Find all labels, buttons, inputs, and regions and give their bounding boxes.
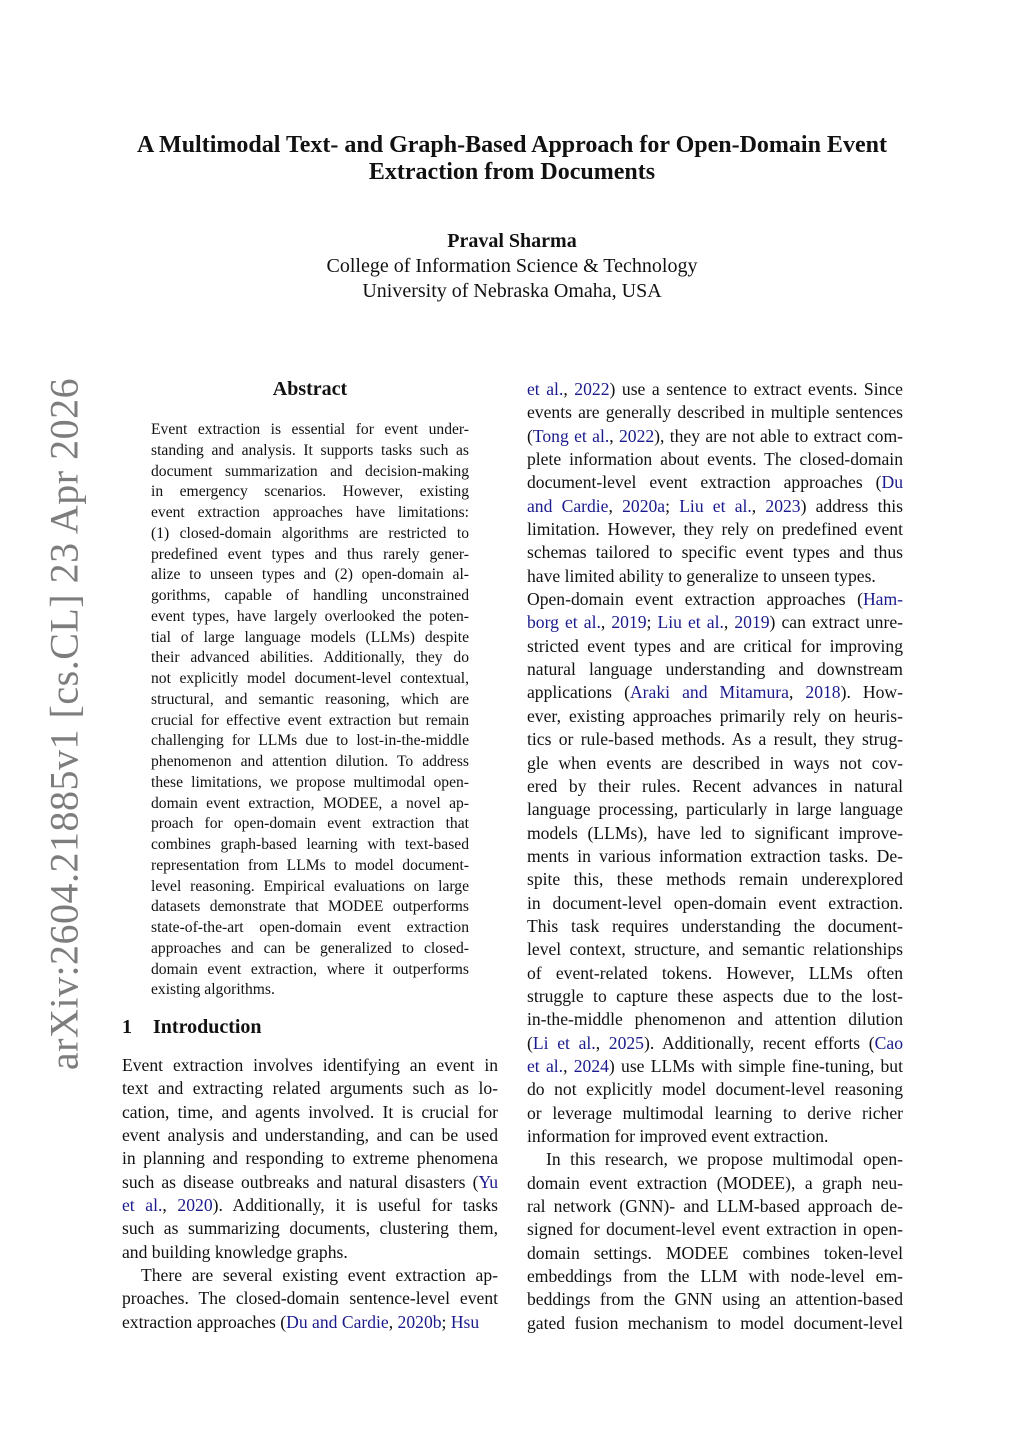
citation-link[interactable]: Ham-: [862, 589, 903, 610]
body-line: [122, 1287, 498, 1310]
body-line: [527, 705, 903, 728]
body-text: stricted event types and are critical for improving: [527, 635, 903, 656]
abstract-line: phenomenon and attention dilution. To address: [151, 753, 469, 770]
body-line: [527, 868, 903, 891]
body-text: ) use LLMs with simple fine-tuning, but: [608, 1055, 903, 1076]
body-text: ,: [608, 495, 623, 516]
author-block: [100, 229, 924, 304]
abstract-line: document summarization and decision-making: [151, 462, 469, 480]
body-line: [527, 1312, 903, 1335]
abstract-line: tial of large language models (LLMs) despite: [151, 628, 469, 646]
body-text: have limited ability to generalize to unseen types.: [527, 565, 876, 586]
abstract-line: not explicitly model document-level contextual,: [151, 670, 469, 687]
citation-link[interactable]: and Cardie: [527, 495, 609, 516]
abstract-line: domain event extraction, where it outperforms: [151, 960, 469, 978]
body-line: [527, 752, 903, 775]
body-line: [527, 635, 903, 658]
body-line: [527, 915, 903, 938]
citation-link[interactable]: Li et al.: [532, 1032, 596, 1053]
body-text: ) can extract unre-: [769, 612, 903, 633]
abstract-line: standing and analysis. It supports tasks such as: [151, 441, 469, 459]
abstract-line: approaches and can be generalized to closed-: [151, 939, 469, 957]
abstract-line: structural, and semantic reasoning, which are: [151, 690, 469, 708]
body-text: or leverage multimodal learning to derive richer: [527, 1102, 903, 1123]
body-text: in-the-middle phenomenon and attention dilution: [527, 1009, 903, 1030]
body-text: embeddings from the LLM with node-level em-: [527, 1266, 903, 1287]
citation-link[interactable]: 2020a: [622, 495, 666, 516]
body-line: [527, 728, 903, 751]
abstract-line: Event extraction is essential for event under-: [151, 421, 469, 438]
author-affiliation: University of Nebraska Omaha, USA: [362, 280, 662, 302]
citation-link[interactable]: Liu et al.: [657, 612, 724, 633]
section-heading-introduction: [122, 1016, 498, 1039]
abstract-line: these limitations, we propose multimodal open-: [151, 773, 469, 791]
abstract-line: event types, have largely overlooked the poten-: [151, 607, 469, 625]
section-number: 1: [122, 1016, 132, 1038]
abstract-line: gorithms, capable of handling unconstrained: [151, 587, 469, 604]
body-line: [527, 448, 903, 471]
abstract-line: (1) closed-domain algorithms are restricted to: [151, 524, 469, 542]
section-title: Introduction: [153, 1016, 262, 1038]
body-text: ments in various information extraction tasks. De-: [527, 845, 903, 866]
body-line: [527, 495, 903, 518]
abstract-line: alize to unseen types and (2) open-domain al-: [151, 566, 469, 584]
body-text: information for improved event extraction.: [527, 1126, 829, 1146]
body-text: text and extracting related arguments such as lo-: [122, 1078, 498, 1099]
abstract-line: in emergency scenarios. However, existing: [151, 483, 469, 501]
body-text: spite this, these methods remain underexplored: [527, 869, 903, 890]
citation-link[interactable]: Hsu: [450, 1311, 480, 1332]
body-text: Event extraction involves identifying an event in: [122, 1055, 498, 1075]
citation-link[interactable]: borg et al.: [527, 612, 601, 633]
body-line: [527, 938, 903, 961]
body-text: of event-related tokens. However, LLMs often: [527, 962, 903, 983]
body-text: level context, structure, and semantic relationships: [527, 939, 903, 960]
body-text: ;: [646, 612, 658, 633]
body-text: In this research, we propose multimodal open-: [546, 1149, 903, 1170]
body-text: do not explicitly model document-level reasoning: [527, 1079, 903, 1100]
body-text: ,: [595, 1032, 609, 1053]
body-line: [527, 1195, 903, 1218]
abstract-line: challenging for LLMs due to lost-in-the-middle: [151, 732, 469, 750]
body-line: [122, 1124, 498, 1147]
body-text: ;: [441, 1311, 451, 1332]
body-line: [527, 1218, 903, 1241]
abstract-line: domain event extraction, MODEE, a novel ap-: [151, 794, 469, 812]
paper-title: [100, 132, 924, 186]
body-text: ). How-: [840, 682, 903, 703]
body-text: domain settings. MODEE combines token-level: [527, 1242, 903, 1263]
abstract-line: combines graph-based learning with text-based: [151, 836, 469, 853]
body-text: applications (: [527, 682, 630, 703]
body-text: events are generally described in multiple sentences: [527, 402, 903, 423]
body-text: gated fusion mechanism to model document-level: [527, 1312, 903, 1333]
author-name: Praval Sharma: [447, 230, 577, 252]
body-text: ,: [600, 612, 612, 633]
body-line: [527, 1288, 903, 1311]
body-line: [122, 1054, 498, 1077]
introduction-right-column: [527, 378, 903, 1335]
citation-link[interactable]: Liu et al.: [679, 495, 752, 516]
body-line: [122, 1194, 498, 1217]
body-line: [122, 1311, 498, 1334]
citation-link[interactable]: 2019: [734, 612, 770, 633]
body-line: [527, 658, 903, 681]
body-text: beddings from the GNN using an attention-based: [527, 1289, 903, 1310]
body-text: ,: [563, 379, 575, 399]
body-text: ,: [723, 612, 735, 633]
body-text: such as summarizing documents, clustering them,: [122, 1218, 498, 1239]
body-line: [122, 1077, 498, 1100]
citation-link[interactable]: Du and Cardie: [286, 1311, 389, 1332]
body-line: [122, 1101, 498, 1124]
body-text: and building knowledge graphs.: [122, 1241, 348, 1262]
body-line: [527, 1172, 903, 1195]
body-text: models (LLMs), have led to significant improve-: [527, 822, 903, 843]
body-text: cation, time, and agents involved. It is crucial for: [122, 1101, 498, 1122]
introduction-left-column: [122, 1054, 498, 1334]
body-text: natural language understanding and downstream: [527, 659, 903, 680]
body-text: ,: [751, 495, 766, 516]
citation-link[interactable]: et al.: [527, 379, 564, 399]
body-line: [527, 1265, 903, 1288]
abstract-line: proach for open-domain event extraction that: [151, 815, 469, 833]
body-text: ,: [162, 1195, 178, 1216]
body-text: ) address this: [800, 495, 904, 516]
citation-link[interactable]: 2019: [611, 612, 647, 633]
body-text: (: [527, 1032, 533, 1053]
abstract-line: crucial for effective event extraction but remain: [151, 711, 469, 729]
body-text: document-level event extraction approaches (: [527, 472, 882, 493]
body-line: [527, 1242, 903, 1265]
body-line: [527, 775, 903, 798]
body-text: schemas tailored to specific event types and thus: [527, 542, 903, 563]
body-line: [122, 1241, 498, 1264]
body-text: ) use a sentence to extract events. Since: [609, 379, 903, 399]
abstract-line: predefined event types and thus rarely gener-: [151, 545, 469, 563]
abstract-line: their advanced abilities. Additionally, they do: [151, 649, 469, 667]
citation-link[interactable]: et al.: [527, 1055, 564, 1076]
body-text: tics or rule-based methods. As a result, they strug-: [527, 729, 903, 750]
body-text: limitation. However, they rely on predefined event: [527, 519, 903, 540]
title-line: Extraction from Documents: [368, 159, 656, 185]
body-text: ,: [388, 1311, 398, 1332]
body-text: such as disease outbreaks and natural disasters (: [122, 1171, 479, 1192]
citation-link[interactable]: 2018: [805, 682, 841, 703]
abstract-line: existing algorithms.: [151, 981, 275, 999]
body-line: [527, 1032, 903, 1055]
body-line: [527, 471, 903, 494]
citation-link[interactable]: 2025: [608, 1032, 644, 1053]
abstract-line: level reasoning. Empirical evaluations on large: [151, 877, 469, 895]
body-text: ,: [788, 682, 806, 703]
author-affiliation: College of Information Science & Technology: [326, 255, 698, 277]
body-line: [527, 1008, 903, 1031]
body-line: [527, 681, 903, 704]
body-text: ). Additionally, recent efforts (: [643, 1032, 875, 1053]
body-text: This task requires understanding the document-: [527, 915, 903, 936]
body-line: [527, 541, 903, 564]
body-text: proaches. The closed-domain sentence-level event: [122, 1288, 498, 1309]
citation-link[interactable]: Yu: [478, 1171, 498, 1192]
body-text: extraction approaches (: [122, 1311, 287, 1332]
body-text: ), they are not able to extract com-: [654, 425, 903, 446]
body-line: [527, 892, 903, 915]
abstract-body: [151, 420, 469, 1001]
abstract-heading: Abstract: [272, 378, 348, 400]
abstract-line: datasets demonstrate that MODEE outperforms: [151, 898, 469, 916]
body-text: ;: [665, 495, 680, 516]
citation-link[interactable]: et al.: [122, 1195, 163, 1216]
body-line: [122, 1171, 498, 1194]
arxiv-identifier-stamp: arXiv:2604.21885v1 [cs.CL] 23 Apr 2026: [41, 377, 87, 1071]
body-line: [527, 1125, 903, 1148]
abstract-line: representation from LLMs to model document-: [151, 856, 469, 874]
body-line: [527, 1102, 903, 1125]
body-text: struggle to capture these aspects due to the lost-: [527, 985, 903, 1006]
title-line: A Multimodal Text- and Graph-Based Approach for Open-Domain Event: [137, 132, 887, 158]
body-line: [527, 822, 903, 845]
body-line: [527, 588, 903, 611]
body-text: ,: [563, 1055, 574, 1076]
citation-link[interactable]: Cao: [874, 1032, 903, 1053]
body-line: [527, 611, 903, 634]
body-line: [122, 1147, 498, 1170]
body-line: [527, 1148, 903, 1171]
citation-link[interactable]: 2023: [765, 495, 801, 516]
body-line: [527, 565, 903, 588]
body-line: [527, 518, 903, 541]
abstract-line: state-of-the-art open-domain event extraction: [151, 919, 469, 936]
body-line: [527, 798, 903, 821]
body-text: signed for document-level event extraction in open-: [527, 1219, 903, 1240]
body-line: [527, 425, 903, 448]
body-text: in planning and responding to extreme phenomena: [122, 1148, 498, 1169]
body-text: plete information about events. The closed-domain: [527, 449, 903, 470]
body-line: [527, 378, 903, 401]
body-text: language processing, particularly in large language: [527, 799, 903, 820]
abstract-line: event extraction approaches have limitations:: [151, 504, 469, 521]
body-text: ral network (GNN)- and LLM-based approach de-: [527, 1196, 903, 1217]
body-text: gle when events are described in ways not cov-: [527, 752, 903, 773]
body-text: ). Additionally, it is useful for tasks: [212, 1195, 498, 1216]
body-line: [122, 1217, 498, 1240]
body-text: (: [527, 425, 533, 446]
citation-link[interactable]: 2022: [618, 425, 655, 446]
body-text: Open-domain event extraction approaches (: [527, 589, 863, 610]
citation-link[interactable]: Du: [881, 472, 903, 493]
body-line: [527, 845, 903, 868]
body-line: [527, 1055, 903, 1078]
body-line: [527, 985, 903, 1008]
citation-link[interactable]: 2020b: [397, 1311, 442, 1332]
body-line: [527, 1078, 903, 1101]
body-line: [527, 401, 903, 424]
body-text: ever, existing approaches primarily rely on heuris-: [527, 705, 903, 726]
body-text: event analysis and understanding, and can be used: [122, 1125, 498, 1146]
body-line: [122, 1264, 498, 1287]
citation-link[interactable]: 2024: [573, 1055, 609, 1076]
citation-link[interactable]: 2022: [574, 379, 610, 399]
body-text: There are several existing event extraction ap-: [141, 1265, 498, 1286]
citation-link[interactable]: Araki and Mitamura: [629, 682, 789, 703]
body-text: ered by their rules. Recent advances in natural: [527, 775, 903, 796]
body-text: in document-level open-domain event extraction.: [527, 892, 903, 913]
body-line: [527, 962, 903, 985]
citation-link[interactable]: 2020: [177, 1195, 213, 1216]
body-text: domain event extraction (MODEE), a graph neu-: [527, 1172, 903, 1193]
body-text: ,: [609, 425, 619, 446]
citation-link[interactable]: Tong et al.: [532, 425, 610, 446]
